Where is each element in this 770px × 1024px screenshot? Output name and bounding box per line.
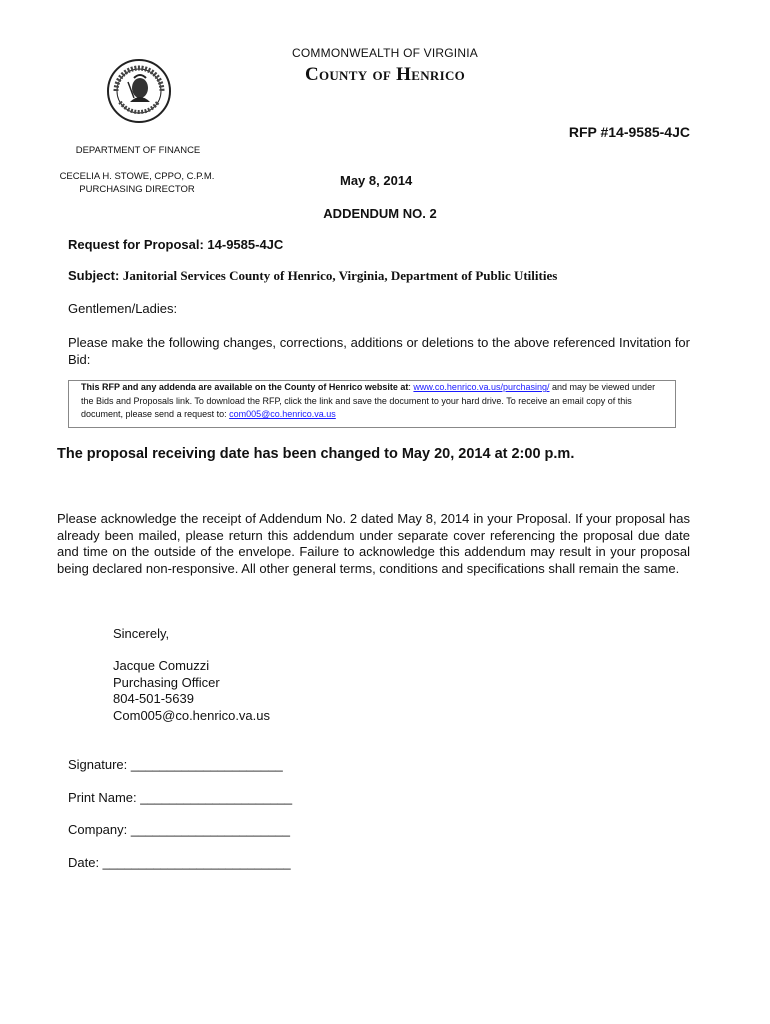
date-change-notice: The proposal receiving date has been changed to May 20, 2014 at 2:00 p.m. bbox=[57, 446, 575, 462]
info-box-colon: : bbox=[408, 382, 414, 392]
subject-value: Janitorial Services County of Henrico, Virginia, Department of Public Utilities bbox=[122, 268, 558, 283]
closing: Sincerely, bbox=[113, 626, 170, 641]
print-name-field[interactable]: Print Name: _____________________ bbox=[68, 790, 293, 805]
purchasing-director bbox=[52, 170, 222, 196]
date-field[interactable]: Date: __________________________ bbox=[68, 855, 291, 870]
company-field[interactable]: Company: ______________________ bbox=[68, 822, 290, 837]
rfp-number: RFP #14-9585-4JC bbox=[568, 124, 690, 140]
signer-name: Jacque Comuzzi bbox=[113, 658, 210, 673]
director-name: CECELIA H. STOWE, CPPO, C.P.M. bbox=[59, 171, 215, 182]
signer-title: Purchasing Officer bbox=[113, 674, 220, 690]
purchasing-website-link[interactable]: www.co.henrico.va.us/purchasing/ bbox=[413, 382, 550, 392]
acknowledgement-paragraph: Please acknowledge the receipt of Addendum No. 2 dated May 8, 2014 in your Proposal. If your proposal has already been mailed, please return this addendum under separate cover referencing the proposal due date and time on the outside of the envelope. Failure to acknowledge this addendum may result in your proposal being declared non-responsive. All other general terms, conditions and specifications shall remain the same. bbox=[57, 511, 690, 576]
salutation: Gentlemen/Ladies: bbox=[68, 301, 178, 316]
instructions-paragraph: Please make the following changes, corrections, additions or deletions to the above referenced Invitation for Bid: bbox=[68, 335, 690, 367]
signature-field[interactable]: Signature: _____________________ bbox=[68, 757, 283, 772]
info-box-lead: This RFP and any addenda are available on the County of Henrico website at bbox=[81, 382, 409, 392]
subject-label: Subject: bbox=[68, 268, 120, 283]
request-for-proposal: Request for Proposal: 14-9585-4JC bbox=[68, 237, 284, 252]
request-email-link[interactable]: com005@co.henrico.va.us bbox=[229, 409, 336, 419]
addendum-title: ADDENDUM NO. 2 bbox=[323, 206, 437, 221]
info-box-text: and may be viewed under the Bids and Proposals link. To download the RFP, click the link and save the document to your hard drive. To receive an email copy of this document, please send a request to: bbox=[81, 382, 656, 419]
director-title: PURCHASING DIRECTOR bbox=[79, 184, 195, 195]
commonwealth-heading: COMMONWEALTH OF VIRGINIA bbox=[292, 46, 478, 60]
signer-phone: 804-501-5639 bbox=[113, 691, 194, 706]
signer-email: Com005@co.henrico.va.us bbox=[113, 707, 270, 723]
county-title: County of Henrico bbox=[304, 64, 466, 85]
department-name: DEPARTMENT OF FINANCE bbox=[75, 145, 201, 156]
subject-line bbox=[68, 268, 557, 284]
signer-block bbox=[113, 658, 270, 724]
letter-date: May 8, 2014 bbox=[340, 173, 413, 188]
website-info-box bbox=[68, 380, 676, 428]
